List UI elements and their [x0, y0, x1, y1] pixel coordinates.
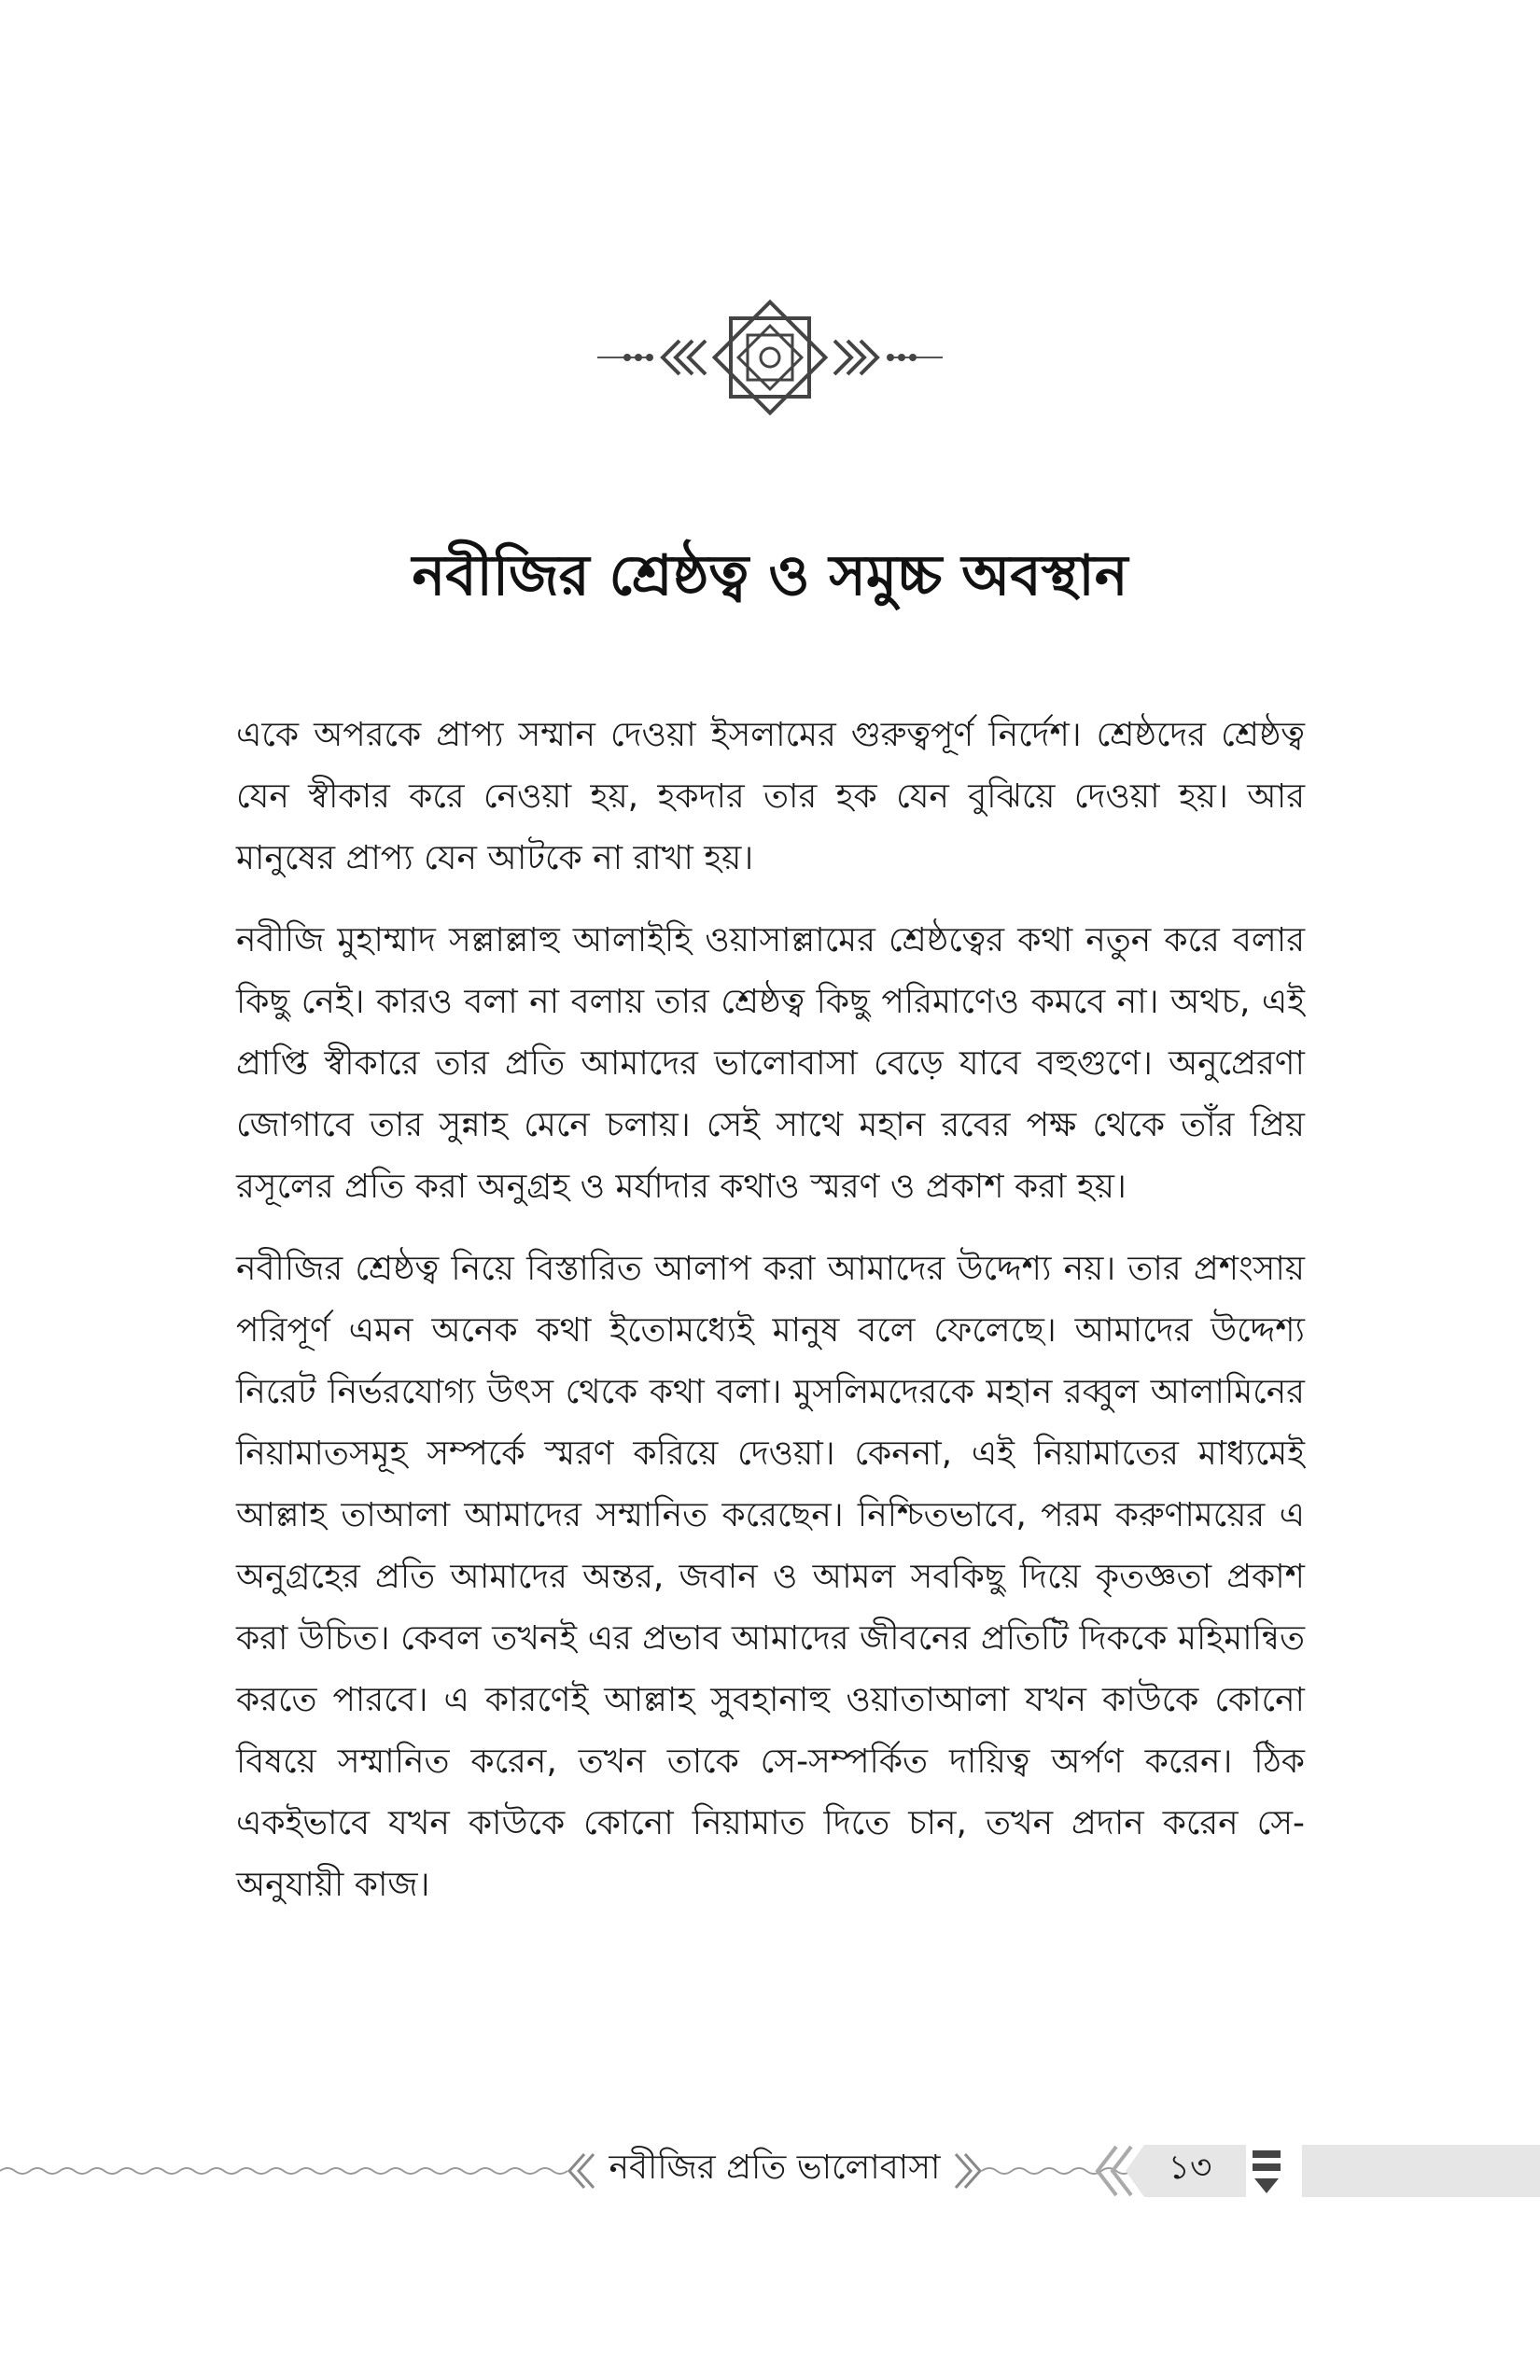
- body-text: [236, 705, 1305, 1937]
- page-tab-icon: [1249, 2145, 1286, 2199]
- page-footer: [0, 2137, 1540, 2203]
- page-number: ১৩: [1168, 2149, 1212, 2187]
- ornament-divider: [597, 299, 943, 420]
- running-title: নবীজির প্রতি ভালোবাসা: [609, 2149, 941, 2187]
- paragraph: নবীজি মুহাম্মাদ সল্লাল্লাহু আলাইহি ওয়াসাল্লামের শ্রেষ্ঠত্বের কথা নতুন করে বলার কিছু নেই। কারও বলা না বলায় তার শ্রেষ্ঠত্ব কিছু পরিমাণেও কমবে না। অথচ, এই প্রাপ্তি স্বীকারে তার প্রতি আমাদের ভালোবাসা বেড়ে যাবে বহুগুণে। অনুপ্রেরণা জোগাবে তার সুন্নাহ মেনে চলায়। সেই সাথে মহান রবের পক্ষ থেকে তাঁর প্রিয় রসূলের প্রতি করা অনুগ্রহ ও মর্যাদার কথাও স্মরণ ও প্রকাশ করা হয়।: [236, 921, 1305, 1206]
- paragraph: নবীজির শ্রেষ্ঠত্ব নিয়ে বিস্তারিত আলাপ করা আমাদের উদ্দেশ্য নয়। তার প্রশংসায় পরিপূর্ণ এমন অনেক কথা ইতোমধ্যেই মানুষ বলে ফেলেছে। আমাদের উদ্দেশ্য নিরেট নির্ভরযোগ্য উৎস থেকে কথা বলা। মুসলিমদেরকে মহান রব্বুল আলামিনের নিয়ামাতসমূহ সম্পর্কে স্মরণ করিয়ে দেওয়া। কেননা, এই নিয়ামাতের মাধ্যমেই আল্লাহ তাআলা আমাদের সম্মানিত করেছেন। নিশ্চিতভাবে, পরম করুণাময়ের এ অনুগ্রহের প্রতি আমাদের অন্তর, জবান ও আমল সবকিছু দিয়ে কৃতজ্ঞতা প্রকাশ করা উচিত। কেবল তখনই এর প্রভাব আমাদের জীবনের প্রতিটি দিককে মহিমান্বিত করতে পারবে। এ কারণেই আল্লাহ সুবহানাহু ওয়াতাআলা যখন কাউকে কোনো বিষয়ে সম্মানিত করেন, তখন তাকে সে-সম্পর্কিত দায়িত্ব অর্পণ করেন। ঠিক একইভাবে যখন কাউকে কোনো নিয়ামাত দিতে চান, তখন প্রদান করেন সে-অনুযায়ী কাজ।: [236, 1250, 1305, 1904]
- chapter-title: নবীজির শ্রেষ্ঠত্ব ও সমুচ্চ অবস্থান: [412, 543, 1128, 609]
- paragraph: একে অপরকে প্রাপ্য সম্মান দেওয়া ইসলামের গুরুত্বপূর্ণ নির্দেশ। শ্রেষ্ঠদের শ্রেষ্ঠত্ব যেন স্বীকার করে নেওয়া হয়, হকদার তার হক যেন বুঝিয়ে দেওয়া হয়। আর মানুষের প্রাপ্য যেন আটকে না রাখা হয়।: [236, 716, 1305, 877]
